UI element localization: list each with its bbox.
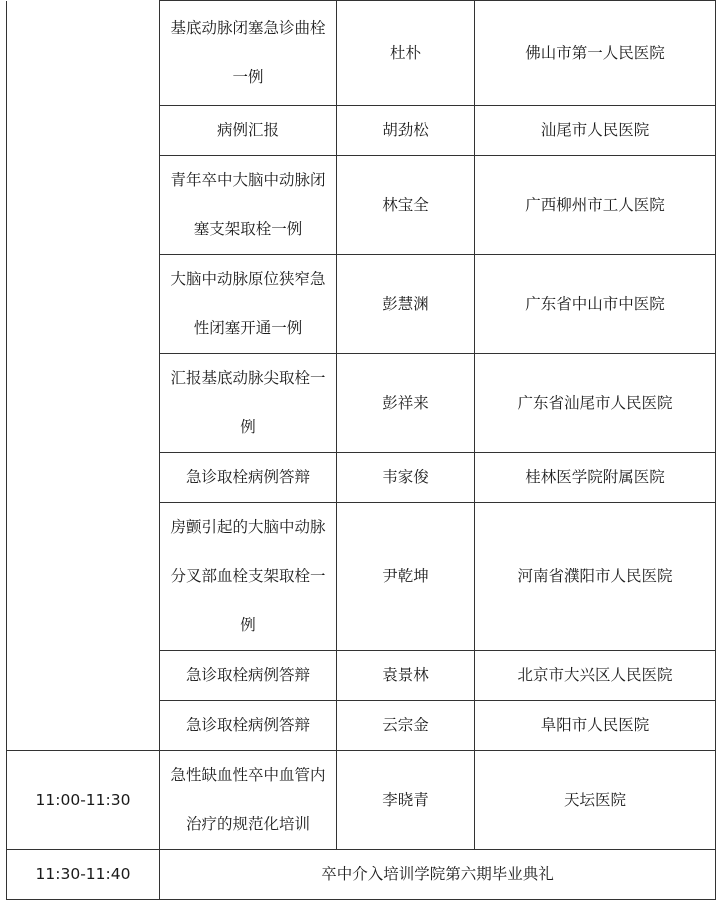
topic-cell: 汇报基底动脉尖取栓一例 (160, 354, 337, 453)
speaker-cell: 林宝全 (337, 156, 475, 255)
table-row (7, 850, 716, 900)
hospital-cell: 河南省濮阳市人民医院 (475, 503, 716, 651)
speaker-cell: 彭祥来 (337, 354, 475, 453)
topic-cell: 青年卒中大脑中动脉闭塞支架取栓一例 (160, 156, 337, 255)
speaker-cell: 尹乾坤 (337, 503, 475, 651)
table-row (7, 751, 716, 850)
hospital-cell: 佛山市第一人民医院 (475, 1, 716, 106)
table-row (7, 1, 716, 106)
topic-cell: 急诊取栓病例答辩 (160, 453, 337, 503)
speaker-cell: 彭慧渊 (337, 255, 475, 354)
hospital-cell: 北京市大兴区人民医院 (475, 651, 716, 701)
topic-cell: 急诊取栓病例答辩 (160, 651, 337, 701)
hospital-cell: 阜阳市人民医院 (475, 701, 716, 751)
hospital-cell: 天坛医院 (475, 751, 716, 850)
topic-cell: 急性缺血性卒中血管内治疗的规范化培训 (160, 751, 337, 850)
speaker-cell: 杜朴 (337, 1, 475, 106)
speaker-cell: 胡劲松 (337, 106, 475, 156)
speaker-cell: 韦家俊 (337, 453, 475, 503)
hospital-cell: 广东省中山市中医院 (475, 255, 716, 354)
time-cell: 11:00-11:30 (7, 751, 160, 850)
time-cell: 11:30-11:40 (7, 850, 160, 900)
hospital-cell: 广东省汕尾市人民医院 (475, 354, 716, 453)
topic-cell: 大脑中动脉原位狭窄急性闭塞开通一例 (160, 255, 337, 354)
speaker-cell: 云宗金 (337, 701, 475, 751)
topic-cell: 急诊取栓病例答辩 (160, 701, 337, 751)
topic-cell: 基底动脉闭塞急诊曲栓一例 (160, 1, 337, 106)
hospital-cell: 广西柳州市工人医院 (475, 156, 716, 255)
speaker-cell: 李晓青 (337, 751, 475, 850)
topic-cell: 病例汇报 (160, 106, 337, 156)
event-cell: 卒中介入培训学院第六期毕业典礼 (160, 850, 716, 900)
schedule-table (6, 0, 716, 900)
hospital-cell: 桂林医学院附属医院 (475, 453, 716, 503)
time-cell-empty (7, 1, 160, 751)
speaker-cell: 袁景林 (337, 651, 475, 701)
hospital-cell: 汕尾市人民医院 (475, 106, 716, 156)
topic-cell: 房颤引起的大脑中动脉分叉部血栓支架取栓一例 (160, 503, 337, 651)
